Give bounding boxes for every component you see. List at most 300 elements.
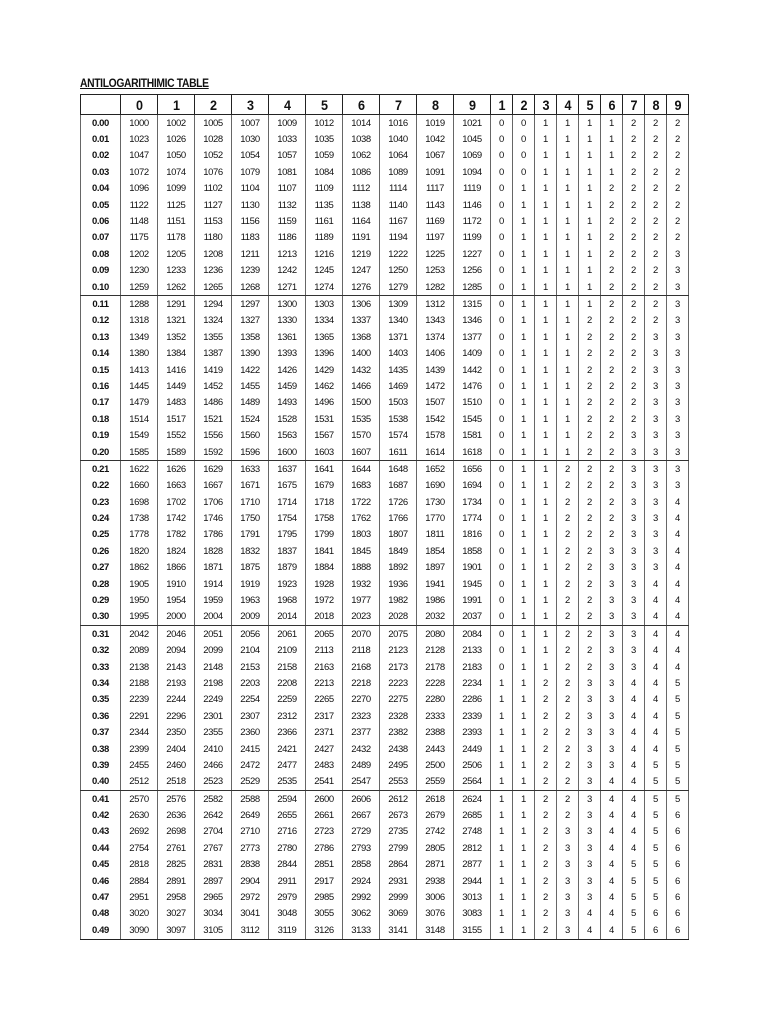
- mean-difference: 2: [601, 510, 623, 526]
- antilog-value: 2410: [195, 741, 232, 757]
- mean-difference: 1: [513, 692, 535, 708]
- mean-difference: 2: [601, 181, 623, 197]
- antilog-value: 1030: [232, 131, 269, 147]
- mean-difference: 1: [513, 181, 535, 197]
- antilog-value: 1074: [158, 164, 195, 180]
- table-row: [81, 148, 689, 164]
- antilog-value: 1875: [232, 560, 269, 576]
- antilog-value: 2317: [306, 708, 343, 724]
- antilog-value: 2553: [380, 774, 417, 791]
- antilog-value: 2965: [195, 889, 232, 905]
- header-digit-8: 8: [418, 95, 451, 115]
- antilog-value: 1622: [121, 461, 158, 478]
- antilog-value: 2163: [306, 659, 343, 675]
- antilog-value: 2506: [454, 757, 491, 773]
- table-row: [81, 643, 689, 659]
- antilog-value: 3105: [195, 922, 232, 939]
- mean-difference: 2: [535, 791, 557, 808]
- antilog-value: 1038: [343, 131, 380, 147]
- antilog-value: 1862: [121, 560, 158, 576]
- antilog-value: 2618: [417, 791, 454, 808]
- antilog-value: 1079: [232, 164, 269, 180]
- antilog-value: 1589: [158, 444, 195, 461]
- mean-difference: 0: [491, 560, 513, 576]
- antilog-value: 2173: [380, 659, 417, 675]
- antilog-value: 1500: [343, 395, 380, 411]
- antilog-value: 1236: [195, 263, 232, 279]
- antilog-value: 2355: [195, 724, 232, 740]
- antilog-value: 2415: [232, 741, 269, 757]
- mean-difference: 2: [623, 181, 645, 197]
- mean-difference: 1: [513, 197, 535, 213]
- antilog-value: 2698: [158, 824, 195, 840]
- row-key: 0.43: [81, 824, 121, 840]
- mean-difference: 1: [557, 131, 579, 147]
- mean-difference: 2: [601, 313, 623, 329]
- mean-difference: 1: [513, 345, 535, 361]
- antilog-value: 2065: [306, 626, 343, 643]
- mean-difference: 0: [491, 378, 513, 394]
- mean-difference: 1: [491, 889, 513, 905]
- antilog-value: 2153: [232, 659, 269, 675]
- row-key: 0.35: [81, 692, 121, 708]
- antilog-value: 1832: [232, 543, 269, 559]
- antilog-value: 1754: [269, 510, 306, 526]
- antilog-value: 1091: [417, 164, 454, 180]
- antilog-value: 2244: [158, 692, 195, 708]
- antilog-value: 1321: [158, 313, 195, 329]
- mean-difference: 1: [601, 148, 623, 164]
- antilog-value: 2018: [306, 609, 343, 626]
- mean-difference: 0: [491, 427, 513, 443]
- mean-difference: 2: [645, 197, 667, 213]
- antilog-value: 2864: [380, 857, 417, 873]
- table-body: [81, 115, 689, 940]
- antilog-value: 2685: [454, 807, 491, 823]
- row-key: 0.38: [81, 741, 121, 757]
- header-mean-diff-9: 9: [668, 95, 688, 115]
- mean-difference: 1: [535, 543, 557, 559]
- antilog-value: 1762: [343, 510, 380, 526]
- mean-difference: 3: [601, 757, 623, 773]
- mean-difference: 3: [645, 329, 667, 345]
- antilog-value: 2128: [417, 643, 454, 659]
- antilog-value: 1146: [454, 197, 491, 213]
- mean-difference: 2: [601, 213, 623, 229]
- mean-difference: 5: [645, 889, 667, 905]
- antilog-value: 1117: [417, 181, 454, 197]
- antilog-value: 1758: [306, 510, 343, 526]
- antilog-value: 1592: [195, 444, 232, 461]
- mean-difference: 1: [579, 230, 601, 246]
- mean-difference: 6: [667, 857, 689, 873]
- mean-difference: 4: [645, 592, 667, 608]
- mean-difference: 1: [491, 774, 513, 791]
- antilog-value: 2818: [121, 857, 158, 873]
- antilog-value: 1795: [269, 527, 306, 543]
- mean-difference: 6: [667, 873, 689, 889]
- antilog-value: 1648: [380, 461, 417, 478]
- mean-difference: 2: [645, 148, 667, 164]
- antilog-table: [80, 94, 689, 940]
- mean-difference: 5: [645, 857, 667, 873]
- antilog-value: 2168: [343, 659, 380, 675]
- antilog-value: 2489: [343, 757, 380, 773]
- antilog-value: 1459: [269, 378, 306, 394]
- mean-difference: 0: [491, 345, 513, 361]
- antilog-value: 2799: [380, 840, 417, 856]
- mean-difference: 1: [513, 626, 535, 643]
- mean-difference: 4: [667, 609, 689, 626]
- mean-difference: 1: [513, 873, 535, 889]
- antilog-value: 1104: [232, 181, 269, 197]
- antilog-value: 2382: [380, 724, 417, 740]
- mean-difference: 4: [645, 643, 667, 659]
- mean-difference: 2: [535, 692, 557, 708]
- mean-difference: 1: [601, 115, 623, 132]
- antilog-value: 1143: [417, 197, 454, 213]
- antilog-value: 1000: [121, 115, 158, 132]
- antilog-value: 2113: [306, 643, 343, 659]
- antilog-value: 1213: [269, 246, 306, 262]
- antilog-value: 2280: [417, 692, 454, 708]
- antilog-value: 1607: [343, 444, 380, 461]
- mean-difference: 2: [579, 362, 601, 378]
- antilog-value: 1596: [232, 444, 269, 461]
- mean-difference: 0: [513, 115, 535, 132]
- mean-difference: 0: [491, 263, 513, 279]
- antilog-value: 2123: [380, 643, 417, 659]
- antilog-value: 3041: [232, 906, 269, 922]
- mean-difference: 0: [491, 395, 513, 411]
- mean-difference: 4: [645, 609, 667, 626]
- mean-difference: 0: [491, 527, 513, 543]
- mean-difference: 3: [579, 757, 601, 773]
- mean-difference: 1: [557, 181, 579, 197]
- mean-difference: 2: [557, 560, 579, 576]
- antilog-value: 1288: [121, 296, 158, 313]
- antilog-value: 1262: [158, 279, 195, 296]
- antilog-value: 2570: [121, 791, 158, 808]
- row-key: 0.47: [81, 889, 121, 905]
- mean-difference: 3: [645, 510, 667, 526]
- mean-difference: 4: [623, 840, 645, 856]
- row-key: 0.19: [81, 427, 121, 443]
- mean-difference: 1: [491, 757, 513, 773]
- antilog-value: 1675: [269, 478, 306, 494]
- mean-difference: 4: [667, 560, 689, 576]
- antilog-value: 1211: [232, 246, 269, 262]
- mean-difference: 2: [601, 378, 623, 394]
- header-digit-7: 7: [381, 95, 414, 115]
- mean-difference: 4: [645, 724, 667, 740]
- antilog-value: 2404: [158, 741, 195, 757]
- mean-difference: 1: [535, 213, 557, 229]
- antilog-value: 1671: [232, 478, 269, 494]
- antilog-value: 1156: [232, 213, 269, 229]
- mean-difference: 5: [667, 692, 689, 708]
- mean-difference: 1: [491, 692, 513, 708]
- mean-difference: 3: [579, 675, 601, 691]
- antilog-value: 2466: [195, 757, 232, 773]
- antilog-value: 3076: [417, 906, 454, 922]
- antilog-value: 1986: [417, 592, 454, 608]
- antilog-value: 1963: [232, 592, 269, 608]
- antilog-value: 1297: [232, 296, 269, 313]
- table-row: [81, 659, 689, 675]
- mean-difference: 2: [579, 444, 601, 461]
- table-row: [81, 807, 689, 823]
- mean-difference: 2: [557, 543, 579, 559]
- row-key: 0.12: [81, 313, 121, 329]
- antilog-value: 1312: [417, 296, 454, 313]
- mean-difference: 1: [557, 345, 579, 361]
- mean-difference: 1: [513, 906, 535, 922]
- mean-difference: 1: [579, 131, 601, 147]
- mean-difference: 2: [623, 246, 645, 262]
- antilog-value: 1556: [195, 427, 232, 443]
- table-row: [81, 427, 689, 443]
- mean-difference: 2: [601, 345, 623, 361]
- mean-difference: 1: [579, 148, 601, 164]
- mean-difference: 2: [601, 411, 623, 427]
- mean-difference: 2: [557, 659, 579, 675]
- antilog-value: 1837: [269, 543, 306, 559]
- antilog-value: 2339: [454, 708, 491, 724]
- antilog-page: [80, 74, 684, 940]
- mean-difference: 3: [623, 626, 645, 643]
- mean-difference: 2: [623, 296, 645, 313]
- antilog-value: 2576: [158, 791, 195, 808]
- mean-difference: 2: [645, 181, 667, 197]
- mean-difference: 4: [645, 626, 667, 643]
- antilog-value: 1656: [454, 461, 491, 478]
- antilog-value: 1062: [343, 148, 380, 164]
- mean-difference: 3: [579, 873, 601, 889]
- table-row: [81, 708, 689, 724]
- antilog-value: 3013: [454, 889, 491, 905]
- mean-difference: 3: [579, 889, 601, 905]
- mean-difference: 3: [623, 560, 645, 576]
- antilog-value: 1374: [417, 329, 454, 345]
- mean-difference: 2: [557, 609, 579, 626]
- antilog-value: 2547: [343, 774, 380, 791]
- antilog-value: 1552: [158, 427, 195, 443]
- mean-difference: 0: [491, 362, 513, 378]
- antilog-value: 2911: [269, 873, 306, 889]
- mean-difference: 3: [667, 478, 689, 494]
- antilog-value: 1076: [195, 164, 232, 180]
- mean-difference: 4: [623, 724, 645, 740]
- antilog-value: 1690: [417, 478, 454, 494]
- table-row: [81, 527, 689, 543]
- antilog-value: 3155: [454, 922, 491, 939]
- mean-difference: 2: [557, 592, 579, 608]
- antilog-value: 1368: [343, 329, 380, 345]
- antilog-value: 2600: [306, 791, 343, 808]
- antilog-value: 2483: [306, 757, 343, 773]
- mean-difference: 3: [667, 461, 689, 478]
- antilog-value: 2051: [195, 626, 232, 643]
- mean-difference: 1: [513, 411, 535, 427]
- table-row: [81, 922, 689, 939]
- antilog-value: 2729: [343, 824, 380, 840]
- header-digit-6: 6: [344, 95, 377, 115]
- mean-difference: 0: [491, 543, 513, 559]
- mean-difference: 1: [535, 279, 557, 296]
- mean-difference: 3: [557, 906, 579, 922]
- row-key: 0.34: [81, 675, 121, 691]
- mean-difference: 3: [557, 889, 579, 905]
- mean-difference: 5: [623, 906, 645, 922]
- antilog-value: 1914: [195, 576, 232, 592]
- antilog-value: 2748: [454, 824, 491, 840]
- antilog-value: 2009: [232, 609, 269, 626]
- mean-difference: 3: [601, 576, 623, 592]
- antilog-value: 1023: [121, 131, 158, 147]
- mean-difference: 5: [645, 824, 667, 840]
- mean-difference: 4: [667, 643, 689, 659]
- antilog-value: 2679: [417, 807, 454, 823]
- mean-difference: 5: [667, 757, 689, 773]
- mean-difference: 2: [535, 922, 557, 939]
- antilog-value: 3020: [121, 906, 158, 922]
- antilog-value: 1047: [121, 148, 158, 164]
- antilog-value: 1486: [195, 395, 232, 411]
- antilog-value: 1542: [417, 411, 454, 427]
- mean-difference: 3: [579, 774, 601, 791]
- mean-difference: 1: [535, 560, 557, 576]
- mean-difference: 2: [579, 543, 601, 559]
- mean-difference: 1: [491, 724, 513, 740]
- antilog-value: 1469: [380, 378, 417, 394]
- antilog-value: 2460: [158, 757, 195, 773]
- antilog-value: 2193: [158, 675, 195, 691]
- mean-difference: 2: [645, 115, 667, 132]
- antilog-value: 1161: [306, 213, 343, 229]
- mean-difference: 1: [513, 741, 535, 757]
- antilog-value: 1679: [306, 478, 343, 494]
- antilog-value: 3097: [158, 922, 195, 939]
- mean-difference: 2: [601, 230, 623, 246]
- row-key: 0.36: [81, 708, 121, 724]
- mean-difference: 0: [491, 411, 513, 427]
- row-key: 0.20: [81, 444, 121, 461]
- antilog-value: 2075: [380, 626, 417, 643]
- row-key: 0.00: [81, 115, 121, 132]
- antilog-value: 2972: [232, 889, 269, 905]
- mean-difference: 1: [535, 427, 557, 443]
- antilog-value: 1205: [158, 246, 195, 262]
- mean-difference: 1: [535, 131, 557, 147]
- mean-difference: 2: [557, 724, 579, 740]
- mean-difference: 4: [601, 857, 623, 873]
- mean-difference: 0: [491, 609, 513, 626]
- row-key: 0.26: [81, 543, 121, 559]
- mean-difference: 4: [601, 791, 623, 808]
- antilog-value: 1585: [121, 444, 158, 461]
- antilog-value: 1178: [158, 230, 195, 246]
- header-mean-diff-8: 8: [646, 95, 666, 115]
- mean-difference: 2: [535, 741, 557, 757]
- mean-difference: 2: [557, 643, 579, 659]
- antilog-value: 2188: [121, 675, 158, 691]
- antilog-value: 1535: [343, 411, 380, 427]
- antilog-value: 2582: [195, 791, 232, 808]
- mean-difference: 1: [535, 181, 557, 197]
- antilog-value: 2838: [232, 857, 269, 873]
- antilog-value: 2118: [343, 643, 380, 659]
- mean-difference: 1: [535, 148, 557, 164]
- antilog-value: 2208: [269, 675, 306, 691]
- mean-difference: 0: [491, 643, 513, 659]
- antilog-value: 1972: [306, 592, 343, 608]
- antilog-value: 1982: [380, 592, 417, 608]
- mean-difference: 1: [557, 296, 579, 313]
- mean-difference: 2: [623, 411, 645, 427]
- row-key: 0.32: [81, 643, 121, 659]
- mean-difference: 4: [645, 741, 667, 757]
- antilog-value: 1019: [417, 115, 454, 132]
- antilog-value: 2606: [343, 791, 380, 808]
- antilog-value: 1538: [380, 411, 417, 427]
- antilog-value: 1265: [195, 279, 232, 296]
- antilog-value: 1387: [195, 345, 232, 361]
- mean-difference: 3: [579, 708, 601, 724]
- row-key: 0.30: [81, 609, 121, 626]
- row-key: 0.23: [81, 494, 121, 510]
- antilog-value: 3133: [343, 922, 380, 939]
- antilog-value: 1435: [380, 362, 417, 378]
- antilog-value: 1683: [343, 478, 380, 494]
- mean-difference: 1: [513, 527, 535, 543]
- antilog-value: 1493: [269, 395, 306, 411]
- mean-difference: 0: [491, 164, 513, 180]
- mean-difference: 3: [667, 395, 689, 411]
- mean-difference: 3: [557, 922, 579, 939]
- mean-difference: 2: [557, 494, 579, 510]
- mean-difference: 0: [491, 659, 513, 675]
- mean-difference: 3: [623, 576, 645, 592]
- mean-difference: 3: [557, 873, 579, 889]
- mean-difference: 0: [491, 461, 513, 478]
- antilog-value: 1233: [158, 263, 195, 279]
- antilog-value: 1268: [232, 279, 269, 296]
- antilog-value: 1035: [306, 131, 343, 147]
- mean-difference: 1: [513, 708, 535, 724]
- table-row: [81, 692, 689, 708]
- antilog-value: 1052: [195, 148, 232, 164]
- antilog-value: 2735: [380, 824, 417, 840]
- antilog-value: 1698: [121, 494, 158, 510]
- row-key: 0.01: [81, 131, 121, 147]
- antilog-value: 2004: [195, 609, 232, 626]
- mean-difference: 3: [579, 824, 601, 840]
- mean-difference: 5: [623, 922, 645, 939]
- mean-difference: 1: [513, 592, 535, 608]
- mean-difference: 0: [491, 279, 513, 296]
- antilog-value: 1337: [343, 313, 380, 329]
- mean-difference: 2: [623, 164, 645, 180]
- antilog-value: 2449: [454, 741, 491, 757]
- antilog-value: 2443: [417, 741, 454, 757]
- antilog-value: 2046: [158, 626, 195, 643]
- mean-difference: 1: [535, 576, 557, 592]
- mean-difference: 1: [579, 181, 601, 197]
- antilog-value: 1824: [158, 543, 195, 559]
- antilog-value: 1923: [269, 576, 306, 592]
- mean-difference: 3: [601, 592, 623, 608]
